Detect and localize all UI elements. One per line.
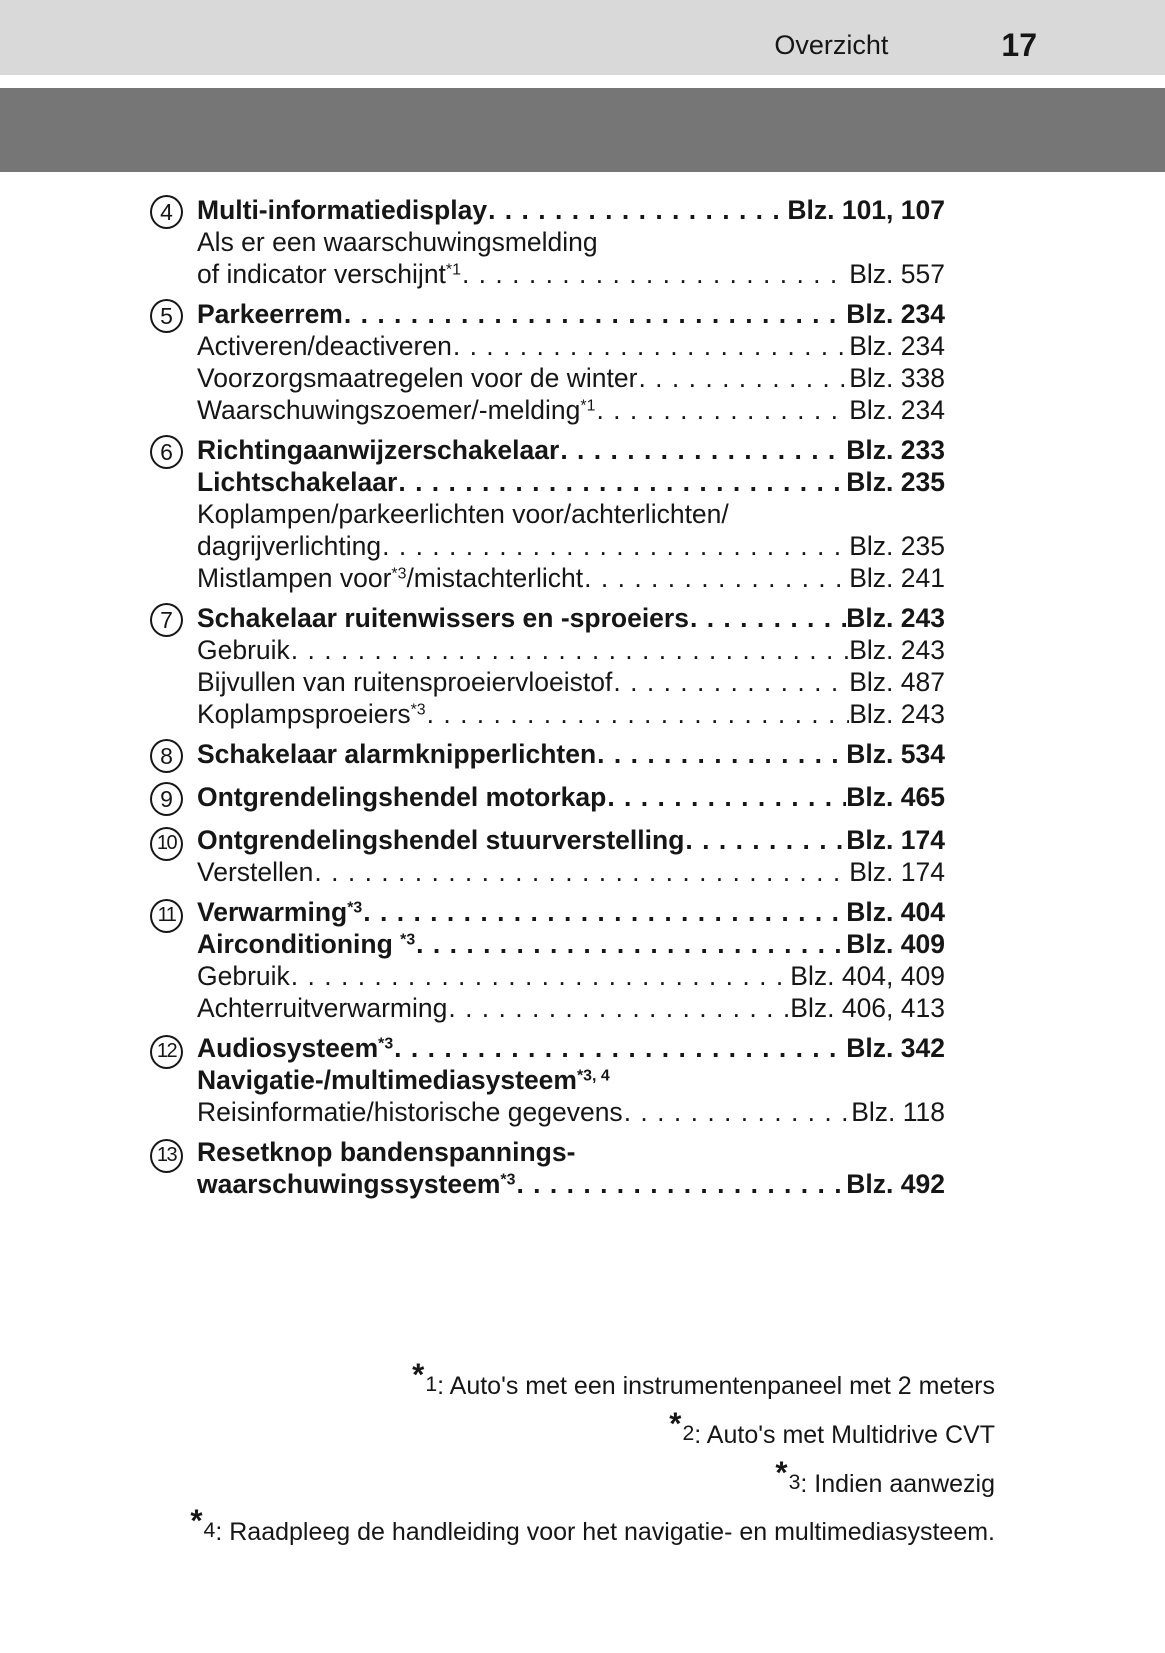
footnote-number: 3 bbox=[788, 1469, 801, 1494]
item-number-badge: 5 bbox=[150, 299, 183, 333]
page-ref: Blz. 342 bbox=[846, 1033, 945, 1063]
dot-leader bbox=[461, 258, 849, 290]
page-ref: Blz. 234 bbox=[846, 299, 945, 329]
toc-line bbox=[197, 330, 945, 362]
toc-line-label: Ontgrendelingshendel motorkap bbox=[197, 782, 607, 812]
toc-line-label: Gebruik bbox=[197, 961, 290, 991]
toc-line-label: Lichtschakelaar bbox=[197, 467, 398, 497]
footnote-asterisk: * bbox=[412, 1357, 426, 1392]
footnote-asterisk: * bbox=[669, 1405, 683, 1441]
footnote-asterisk: * bbox=[775, 1454, 789, 1490]
toc-item bbox=[150, 781, 945, 816]
toc-line-label: Mistlampen voor$^{*3}$/mistachterlicht bbox=[197, 563, 584, 593]
toc-line bbox=[197, 530, 945, 562]
toc-line-label: Multi-informatiedisplay bbox=[197, 195, 488, 225]
toc-line bbox=[197, 562, 945, 594]
footnote-number: 2 bbox=[682, 1420, 695, 1445]
footnote-number: 1 bbox=[425, 1372, 438, 1397]
toc-line bbox=[197, 362, 945, 394]
toc-line-label: Schakelaar alarmknipperlichten bbox=[197, 739, 597, 769]
dot-leader bbox=[381, 530, 849, 562]
dot-leader bbox=[397, 466, 846, 498]
toc-line bbox=[197, 498, 945, 530]
footnote-text: : Auto's met een instrumentenpaneel met 2 meters bbox=[437, 1371, 995, 1400]
dot-leader bbox=[393, 1032, 846, 1064]
page-ref: Blz. 465 bbox=[846, 782, 945, 812]
item-number-badge: 7 bbox=[150, 603, 183, 637]
item-number-badge: 12 bbox=[150, 1035, 183, 1069]
dot-leader bbox=[612, 666, 849, 698]
toc-line bbox=[197, 634, 945, 666]
page-ref: Blz. 243 bbox=[849, 699, 945, 729]
toc-line bbox=[197, 434, 945, 466]
page-ref: Blz. 101, 107 bbox=[787, 195, 945, 225]
dot-leader bbox=[415, 928, 846, 960]
dot-leader bbox=[606, 781, 846, 813]
footnote-line bbox=[0, 1356, 995, 1405]
toc-item bbox=[150, 738, 945, 773]
page-ref: Blz. 492 bbox=[846, 1169, 945, 1199]
page-ref: Blz. 235 bbox=[846, 467, 945, 497]
toc-line bbox=[197, 896, 945, 928]
toc-line-label: Voorzorgsmaatregelen voor de winter bbox=[197, 363, 638, 393]
toc-line bbox=[197, 1168, 945, 1200]
page-ref: Blz. 243 bbox=[846, 603, 945, 633]
toc-line-label: Bijvullen van ruitensproeiervloeistof bbox=[197, 667, 613, 697]
toc-line bbox=[197, 666, 945, 698]
toc-item bbox=[150, 824, 945, 888]
toc-line-label: Verwarming$^{*3}$ bbox=[197, 897, 363, 927]
toc-line bbox=[197, 194, 945, 226]
item-number-badge: 6 bbox=[150, 435, 183, 469]
toc-item bbox=[150, 1136, 945, 1200]
page-ref: Blz. 243 bbox=[849, 635, 945, 665]
dot-leader bbox=[447, 992, 790, 1024]
toc-line-label: Waarschuwingszoemer/-melding$^{*1}$ bbox=[197, 395, 596, 425]
toc-line bbox=[197, 258, 945, 290]
divider-band bbox=[0, 88, 1165, 172]
dot-leader bbox=[623, 1096, 852, 1128]
page-ref: Blz. 338 bbox=[849, 363, 945, 393]
toc-line bbox=[197, 856, 945, 888]
item-number-badge: 9 bbox=[150, 782, 183, 816]
toc-item bbox=[150, 194, 945, 290]
dot-leader bbox=[583, 562, 849, 594]
footnote-text: : Auto's met Multidrive CVT bbox=[694, 1420, 995, 1449]
page-ref: Blz. 174 bbox=[849, 857, 945, 887]
toc-line bbox=[197, 960, 945, 992]
toc-line bbox=[197, 1096, 945, 1128]
page-ref: Blz. 409 bbox=[846, 929, 945, 959]
footnote-line bbox=[0, 1502, 995, 1551]
page-number: 17 bbox=[1001, 27, 1037, 63]
item-number-badge: 4 bbox=[150, 195, 183, 229]
page-ref: Blz. 406, 413 bbox=[790, 993, 945, 1023]
footnote-asterisk: * bbox=[190, 1503, 204, 1539]
dot-leader bbox=[595, 394, 849, 426]
toc-line-label: Resetknop bandenspannings- bbox=[197, 1137, 576, 1167]
item-number-badge: 13 bbox=[150, 1139, 183, 1173]
toc-line bbox=[197, 602, 945, 634]
toc-line bbox=[197, 928, 945, 960]
dot-leader bbox=[689, 602, 846, 634]
toc-line bbox=[197, 1136, 945, 1168]
item-number-badge: 8 bbox=[150, 739, 183, 773]
toc-item bbox=[150, 602, 945, 730]
dot-leader bbox=[487, 194, 787, 226]
page-ref: Blz. 241 bbox=[849, 563, 945, 593]
section-title: Overzicht bbox=[774, 30, 889, 60]
toc-item bbox=[150, 434, 945, 594]
toc-line-label: Reisinformatie/historische gegevens bbox=[197, 1097, 623, 1127]
toc-line-label: Airconditioning $^{*3}$ bbox=[197, 929, 416, 959]
page-ref: Blz. 534 bbox=[846, 739, 945, 769]
toc-line bbox=[197, 992, 945, 1024]
toc-line-label: Achterruitverwarming bbox=[197, 993, 448, 1023]
toc-line bbox=[197, 226, 945, 258]
dot-leader bbox=[362, 896, 846, 928]
dot-leader bbox=[684, 824, 846, 856]
toc-line bbox=[197, 1064, 945, 1096]
toc-line-label: dagrijverlichting bbox=[197, 531, 382, 561]
dot-leader bbox=[596, 738, 846, 770]
page-ref: Blz. 404, 409 bbox=[790, 961, 945, 991]
toc-line-label: Koplampsproeiers$^{*3}$ bbox=[197, 699, 426, 729]
toc-line-label: Als er een waarschuwingsmelding bbox=[197, 227, 598, 257]
toc-item bbox=[150, 298, 945, 426]
toc-line-label: Ontgrendelingshendel stuurverstelling bbox=[197, 825, 685, 855]
dot-leader bbox=[290, 634, 849, 666]
toc-line bbox=[197, 298, 945, 330]
footnote-text: : Raadpleeg de handleiding voor het navigatie- en multimediasysteem. bbox=[215, 1518, 995, 1546]
toc-list bbox=[150, 194, 945, 1200]
footnote-text: : Indien aanwezig bbox=[800, 1469, 995, 1498]
dot-leader bbox=[452, 330, 849, 362]
toc-line bbox=[197, 698, 945, 730]
toc-item bbox=[150, 1032, 945, 1128]
page-ref: Blz. 174 bbox=[846, 825, 945, 855]
toc-line-label: Koplampen/parkeerlichten voor/achterlichten/ bbox=[197, 499, 729, 529]
page-ref: Blz. 404 bbox=[846, 897, 945, 927]
toc-line-label: Navigatie-/multimediasysteem$^{*3, 4}$ bbox=[197, 1065, 610, 1095]
page-ref: Blz. 234 bbox=[849, 395, 945, 425]
footnote-line bbox=[0, 1454, 995, 1503]
dot-leader bbox=[313, 856, 849, 888]
toc-item bbox=[150, 896, 945, 1024]
toc-line bbox=[197, 1032, 945, 1064]
toc-line bbox=[197, 394, 945, 426]
footnote-line bbox=[0, 1405, 995, 1454]
dot-leader bbox=[290, 960, 791, 992]
dot-leader bbox=[426, 698, 850, 730]
toc-line-label: Parkeerrem bbox=[197, 299, 343, 329]
toc-line bbox=[197, 781, 945, 813]
dot-leader bbox=[637, 362, 849, 394]
dot-leader bbox=[515, 1168, 846, 1200]
toc-line-label: Schakelaar ruitenwissers en -sproeiers bbox=[197, 603, 689, 633]
dot-leader bbox=[343, 298, 846, 330]
footnote-number: 4 bbox=[203, 1518, 216, 1543]
footnotes bbox=[0, 1356, 995, 1551]
toc-line-label: of indicator verschijnt$^{*1}$ bbox=[197, 259, 461, 289]
toc-line bbox=[197, 466, 945, 498]
page-ref: Blz. 235 bbox=[849, 531, 945, 561]
page-ref: Blz. 118 bbox=[851, 1097, 945, 1127]
toc-line-label: Gebruik bbox=[197, 635, 290, 665]
item-number-badge: 11 bbox=[150, 899, 183, 933]
page-ref: Blz. 557 bbox=[849, 259, 945, 289]
toc-line-label: Richtingaanwijzerschakelaar bbox=[197, 435, 560, 465]
toc-line-label: Audiosysteem$^{*3}$ bbox=[197, 1033, 394, 1063]
toc-line bbox=[197, 824, 945, 856]
page-ref: Blz. 234 bbox=[849, 331, 945, 361]
toc-line-label: Activeren/deactiveren bbox=[197, 331, 452, 361]
toc-line-label: waarschuwingssysteem$^{*3}$ bbox=[197, 1169, 516, 1199]
dot-leader bbox=[559, 434, 846, 466]
page-ref: Blz. 233 bbox=[846, 435, 945, 465]
toc-line bbox=[197, 738, 945, 770]
page-header bbox=[0, 0, 1165, 75]
page-ref: Blz. 487 bbox=[849, 667, 945, 697]
toc-line-label: Verstellen bbox=[197, 857, 314, 887]
item-number-badge: 10 bbox=[150, 827, 183, 861]
